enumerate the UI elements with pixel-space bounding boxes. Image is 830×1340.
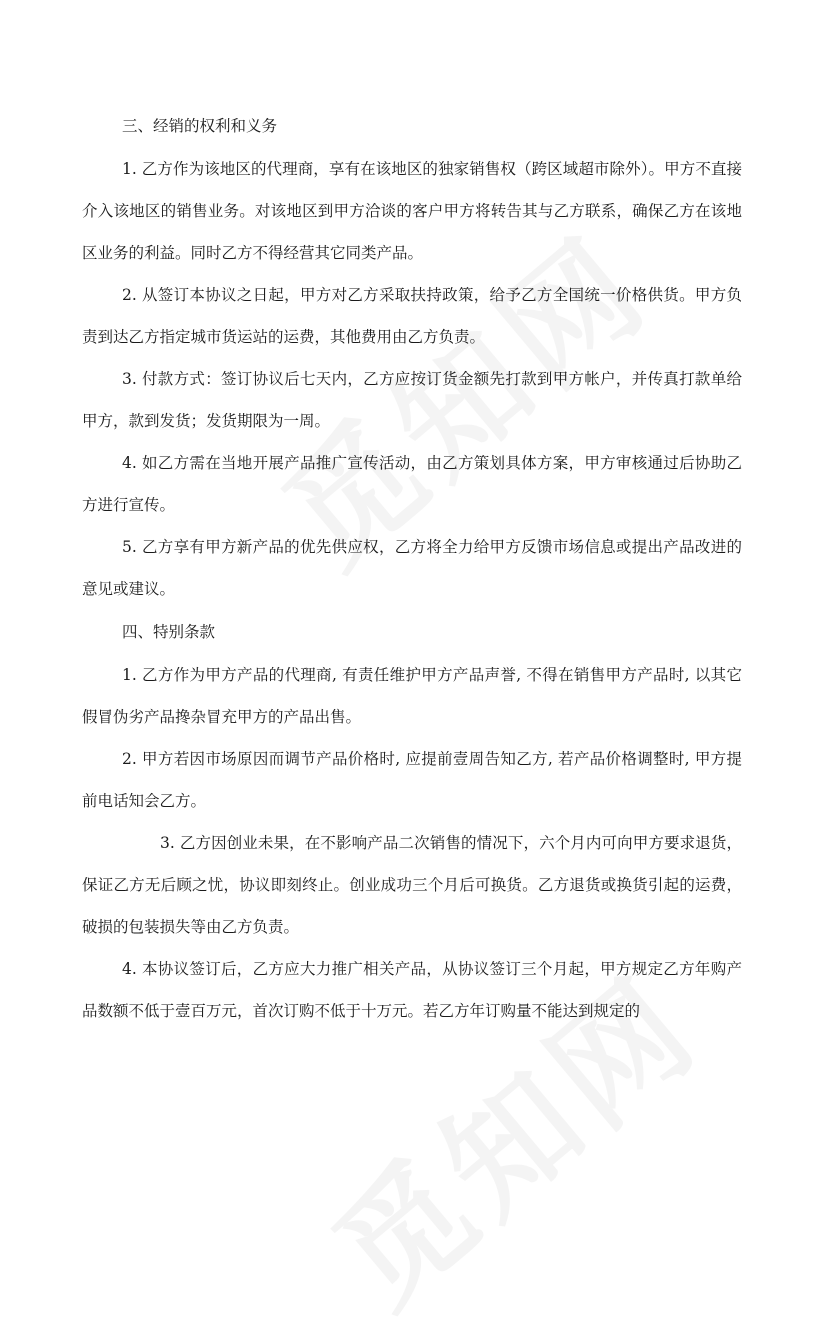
clause-4-3: 3. 乙方因创业未果，在不影响产品二次销售的情况下，六个月内可向甲方要求退货，保证乙方无后顾之忧，协议即刻终止。创业成功三个月后可换货。乙方退货或换货引起的运费，破损的包装损失等由乙方负责。 [82,834,742,936]
section-heading-special: 四、特别条款 [122,623,216,641]
clause-3-4: 4. 如乙方需在当地开展产品推广宣传活动，由乙方策划具体方案，甲方审核通过后协助乙方进行宣传。 [82,454,742,514]
clause-4-2: 2. 甲方若因市场原因而调节产品价格时, 应提前壹周告知乙方, 若产品价格调整时, 甲方提前电话知会乙方。 [82,750,742,810]
clause-3-1: 1. 乙方作为该地区的代理商，享有在该地区的独家销售权（跨区域超市除外）。甲方不直接介入该地区的销售业务。对该地区到甲方洽谈的客户甲方将转告其与乙方联系，确保乙方在该地区业务的利益。同时乙方不得经营其它同类产品。 [82,160,742,262]
clause-4-1: 1. 乙方作为甲方产品的代理商, 有责任维护甲方产品声誉, 不得在销售甲方产品时, 以其它假冒伪劣产品搀杂冒充甲方的产品出售。 [82,666,742,726]
clause-3-5: 5. 乙方享有甲方新产品的优先供应权，乙方将全力给甲方反馈市场信息或提出产品改进的意见或建议。 [82,538,742,598]
clause-3-3: 3. 付款方式：签订协议后七天内，乙方应按订货金额先打款到甲方帐户，并传真打款单给甲方，款到发货；发货期限为一周。 [82,370,742,430]
document-body [82,108,742,1032]
clause-3-2: 2. 从签订本协议之日起，甲方对乙方采取扶持政策，给予乙方全国统一价格供货。甲方负责到达乙方指定城市货运站的运费，其他费用由乙方负责。 [82,286,742,346]
clause-4-4: 4. 本协议签订后，乙方应大力推广相关产品，从协议签订三个月起，甲方规定乙方年购产品数额不低于壹百万元，首次订购不低于十万元。若乙方年订购量不能达到规定的 [82,960,742,1020]
section-heading-rights: 三、经销的权利和义务 [122,117,278,135]
